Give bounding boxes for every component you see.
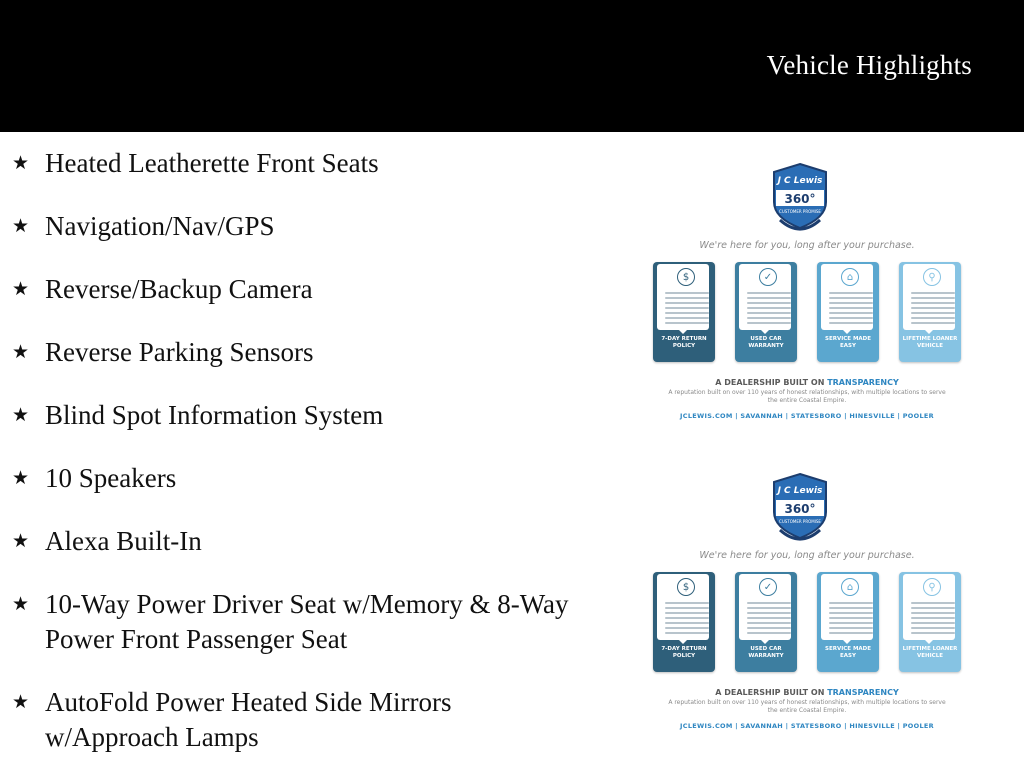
feature-item xyxy=(12,524,572,559)
built-prefix: A DEALERSHIP BUILT ON xyxy=(715,688,828,697)
card-paper xyxy=(657,574,709,640)
star-icon: ★ xyxy=(12,215,30,237)
card-label xyxy=(901,646,959,660)
star-icon: ★ xyxy=(12,593,30,615)
promise-card-service xyxy=(817,572,879,672)
card-paper xyxy=(821,264,873,330)
card-text-lines xyxy=(829,602,873,637)
card-label xyxy=(819,646,877,660)
card-paper xyxy=(739,264,791,330)
feature-text: Navigation/Nav/GPS xyxy=(45,211,275,241)
feature-text: Reverse Parking Sensors xyxy=(45,337,314,367)
card-label-line1: SERVICE MADE xyxy=(824,646,872,652)
promise-card-service xyxy=(817,262,879,362)
card-tail xyxy=(677,328,689,334)
star-icon: ★ xyxy=(12,152,30,174)
promise-card-warranty xyxy=(735,572,797,672)
built-on-heading xyxy=(648,378,966,387)
built-highlight: TRANSPARENCY xyxy=(827,688,899,697)
card-label xyxy=(737,646,795,660)
card-label xyxy=(819,336,877,350)
card-tail xyxy=(923,638,935,644)
feature-list xyxy=(12,146,572,783)
tagline: We're here for you, long after your purchase. xyxy=(699,240,915,251)
promise-cards xyxy=(653,572,963,674)
card-tail xyxy=(923,328,935,334)
star-icon: ★ xyxy=(12,278,30,300)
promise-cards xyxy=(653,262,963,364)
built-highlight: TRANSPARENCY xyxy=(827,378,899,387)
card-text-lines xyxy=(911,292,955,327)
feature-text: Blind Spot Information System xyxy=(45,400,384,430)
feature-item xyxy=(12,461,572,496)
seal-subtitle: CUSTOMER PROMISE xyxy=(779,209,821,214)
card-paper xyxy=(657,264,709,330)
card-label xyxy=(655,646,713,660)
feature-text: Alexa Built-In xyxy=(45,526,202,556)
card-label-line1: LIFETIME LOANER xyxy=(902,336,958,342)
card-label-line1: USED CAR xyxy=(750,646,782,652)
card-tail xyxy=(841,638,853,644)
card-paper xyxy=(821,574,873,640)
card-label-line2: EASY xyxy=(840,653,856,659)
feature-item xyxy=(12,398,572,433)
key-icon: ⚲ xyxy=(923,268,941,286)
feature-item xyxy=(12,209,572,244)
checkmark-icon: ✓ xyxy=(759,268,777,286)
card-label xyxy=(655,336,713,350)
house-icon: ⌂ xyxy=(841,578,859,596)
card-text-lines xyxy=(747,292,791,327)
card-label-line1: SERVICE MADE xyxy=(824,336,872,342)
feature-item xyxy=(12,587,572,657)
card-tail xyxy=(759,638,771,644)
card-label-line2: POLICY xyxy=(672,653,696,659)
brand-name: J C Lewis xyxy=(777,486,823,496)
star-icon: ★ xyxy=(12,530,30,552)
card-text-lines xyxy=(747,602,791,637)
promise-card-return xyxy=(653,262,715,362)
brand-name: J C Lewis xyxy=(777,176,823,186)
card-tail xyxy=(759,328,771,334)
card-label-line1: LIFETIME LOANER xyxy=(902,646,958,652)
built-prefix: A DEALERSHIP BUILT ON xyxy=(715,378,828,387)
built-on-description: A reputation built on over 110 years of honest relationships, with multiple locations to serve the entire Coastal Empire. xyxy=(668,699,946,714)
star-icon: ★ xyxy=(12,404,30,426)
header-bar xyxy=(0,0,1024,132)
feature-item xyxy=(12,685,572,755)
promise-card-warranty xyxy=(735,262,797,362)
promise-card-loaner xyxy=(899,572,961,672)
card-paper xyxy=(903,574,955,640)
card-paper xyxy=(903,264,955,330)
page-title: Vehicle Highlights xyxy=(766,50,972,80)
card-label xyxy=(737,336,795,350)
dollar-icon: $ xyxy=(677,578,695,596)
feature-text: AutoFold Power Heated Side Mirrors w/Approach Lamps xyxy=(45,687,452,752)
locations-line: JCLEWIS.COM | SAVANNAH | STATESBORO | HINESVILLE | POOLER xyxy=(680,722,934,730)
card-label-line2: WARRANTY xyxy=(748,653,784,659)
card-label-line1: 7-DAY RETURN xyxy=(661,336,707,342)
feature-text: 10-Way Power Driver Seat w/Memory & 8-Way Power Front Passenger Seat xyxy=(45,589,569,654)
card-text-lines xyxy=(665,602,709,637)
card-label-line2: EASY xyxy=(840,343,856,349)
seal-number: 360° xyxy=(784,192,816,206)
feature-text: 10 Speakers xyxy=(45,463,177,493)
promise-card-return xyxy=(653,572,715,672)
checkmark-icon: ✓ xyxy=(759,578,777,596)
feature-text: Heated Leatherette Front Seats xyxy=(45,148,379,178)
card-label-line2: VEHICLE xyxy=(917,653,943,659)
card-label-line1: USED CAR xyxy=(750,336,782,342)
seal-subtitle: CUSTOMER PROMISE xyxy=(779,519,821,524)
card-label xyxy=(901,336,959,350)
customer-promise-seal xyxy=(772,472,842,546)
locations-line: JCLEWIS.COM | SAVANNAH | STATESBORO | HINESVILLE | POOLER xyxy=(680,412,934,420)
card-text-lines xyxy=(829,292,873,327)
card-text-lines xyxy=(911,602,955,637)
house-icon: ⌂ xyxy=(841,268,859,286)
seal-number: 360° xyxy=(784,502,816,516)
star-icon: ★ xyxy=(12,691,30,713)
built-on-heading xyxy=(648,688,966,697)
card-label-line1: 7-DAY RETURN xyxy=(661,646,707,652)
feature-text: Reverse/Backup Camera xyxy=(45,274,313,304)
feature-item xyxy=(12,146,572,181)
promise-card-loaner xyxy=(899,262,961,362)
built-on-description: A reputation built on over 110 years of honest relationships, with multiple locations to serve the entire Coastal Empire. xyxy=(668,389,946,404)
card-label-line2: VEHICLE xyxy=(917,343,943,349)
promo-graphic-1 xyxy=(648,156,966,432)
card-label-line2: WARRANTY xyxy=(748,343,784,349)
card-text-lines xyxy=(665,292,709,327)
customer-promise-seal xyxy=(772,162,842,236)
star-icon: ★ xyxy=(12,467,30,489)
card-tail xyxy=(841,328,853,334)
card-label-line2: POLICY xyxy=(672,343,696,349)
tagline: We're here for you, long after your purchase. xyxy=(699,550,915,561)
card-tail xyxy=(677,638,689,644)
promo-graphic-2 xyxy=(648,466,966,742)
card-paper xyxy=(739,574,791,640)
feature-item xyxy=(12,272,572,307)
dollar-icon: $ xyxy=(677,268,695,286)
feature-item xyxy=(12,335,572,370)
key-icon: ⚲ xyxy=(923,578,941,596)
star-icon: ★ xyxy=(12,341,30,363)
